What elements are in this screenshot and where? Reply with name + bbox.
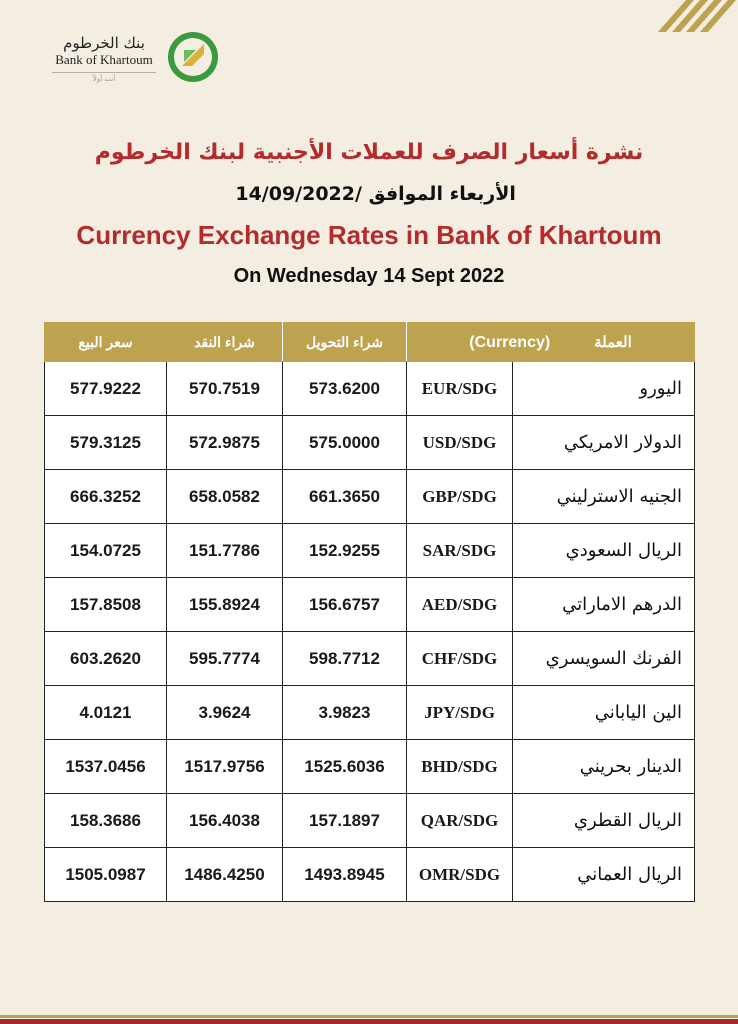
sell-cell: 1537.0456: [45, 740, 167, 794]
exchange-rates-table: [44, 322, 695, 902]
header-sell: سعر البيع: [45, 323, 167, 362]
cash-buy-cell: 570.7519: [167, 362, 283, 416]
cash-buy-cell: 155.8924: [167, 578, 283, 632]
cash-buy-cell: 658.0582: [167, 470, 283, 524]
footer-bar: [0, 1010, 738, 1024]
currency-code-cell: SAR/SDG: [407, 524, 513, 578]
currency-code-cell: USD/SDG: [407, 416, 513, 470]
transfer-buy-cell: 3.9823: [283, 686, 407, 740]
currency-name-cell: الدولار الامريكي: [513, 416, 695, 470]
table-row: [45, 362, 695, 416]
cash-buy-cell: 151.7786: [167, 524, 283, 578]
cash-buy-cell: 3.9624: [167, 686, 283, 740]
bank-logo: [52, 30, 222, 100]
currency-code-cell: OMR/SDG: [407, 848, 513, 902]
header-currency-en: (Currency): [469, 333, 551, 351]
table-row: [45, 794, 695, 848]
sell-cell: 4.0121: [45, 686, 167, 740]
header-cash-buy: شراء النقد: [167, 323, 283, 362]
currency-code-cell: BHD/SDG: [407, 740, 513, 794]
table-row: [45, 470, 695, 524]
currency-code-cell: QAR/SDG: [407, 794, 513, 848]
header-currency-ar: العملة: [594, 333, 632, 351]
table-row: [45, 416, 695, 470]
sell-cell: 157.8508: [45, 578, 167, 632]
table-row: [45, 686, 695, 740]
logo-text: [52, 34, 156, 83]
date-line: [0, 183, 738, 205]
table-row: [45, 740, 695, 794]
currency-name-cell: الريال القطري: [513, 794, 695, 848]
sell-cell: 1505.0987: [45, 848, 167, 902]
subtitle-date: On Wednesday 14 Sept 2022: [233, 265, 505, 287]
title-arabic: نشرة أسعار الصرف للعملات الأجنبية لبنك الخرطوم: [94, 140, 644, 165]
currency-code-cell: AED/SDG: [407, 578, 513, 632]
date-label-arabic: الأربعاء الموافق: [368, 183, 516, 205]
currency-name-cell: الجنيه الاسترليني: [513, 470, 695, 524]
currency-code-cell: EUR/SDG: [407, 362, 513, 416]
logo-name-ar: بنك الخرطوم: [63, 34, 145, 52]
currency-code-cell: JPY/SDG: [407, 686, 513, 740]
table-row: [45, 848, 695, 902]
cash-buy-cell: 156.4038: [167, 794, 283, 848]
sell-cell: 603.2620: [45, 632, 167, 686]
transfer-buy-cell: 157.1897: [283, 794, 407, 848]
decorative-stripes: [648, 0, 738, 40]
sell-cell: 579.3125: [45, 416, 167, 470]
transfer-buy-cell: 1493.8945: [283, 848, 407, 902]
currency-code-cell: CHF/SDG: [407, 632, 513, 686]
table-header-row: [45, 323, 695, 362]
sell-cell: 666.3252: [45, 470, 167, 524]
logo-name-en: Bank of Khartoum: [55, 52, 153, 67]
transfer-buy-cell: 152.9255: [283, 524, 407, 578]
date-value: 14/09/2022/: [235, 183, 362, 205]
sell-cell: 577.9222: [45, 362, 167, 416]
table-row: [45, 524, 695, 578]
currency-code-cell: GBP/SDG: [407, 470, 513, 524]
currency-name-cell: الدينار بحريني: [513, 740, 695, 794]
transfer-buy-cell: 575.0000: [283, 416, 407, 470]
currency-name-cell: الريال العماني: [513, 848, 695, 902]
currency-name-cell: الفرنك السويسري: [513, 632, 695, 686]
transfer-buy-cell: 1525.6036: [283, 740, 407, 794]
header-transfer-buy: شراء التحويل: [283, 323, 407, 362]
cash-buy-cell: 1517.9756: [167, 740, 283, 794]
logo-tagline: أنت أولاً: [52, 72, 156, 83]
currency-name-cell: الين الياباني: [513, 686, 695, 740]
currency-name-cell: اليورو: [513, 362, 695, 416]
sell-cell: 158.3686: [45, 794, 167, 848]
bank-emblem-icon: [166, 30, 220, 84]
header-currency: [407, 323, 695, 362]
cash-buy-cell: 595.7774: [167, 632, 283, 686]
table-row: [45, 578, 695, 632]
currency-name-cell: الدرهم الاماراتي: [513, 578, 695, 632]
table-row: [45, 632, 695, 686]
transfer-buy-cell: 661.3650: [283, 470, 407, 524]
cash-buy-cell: 1486.4250: [167, 848, 283, 902]
transfer-buy-cell: 598.7712: [283, 632, 407, 686]
transfer-buy-cell: 156.6757: [283, 578, 407, 632]
transfer-buy-cell: 573.6200: [283, 362, 407, 416]
cash-buy-cell: 572.9875: [167, 416, 283, 470]
sell-cell: 154.0725: [45, 524, 167, 578]
currency-name-cell: الريال السعودي: [513, 524, 695, 578]
title-english: Currency Exchange Rates in Bank of Khartoum: [76, 220, 662, 250]
